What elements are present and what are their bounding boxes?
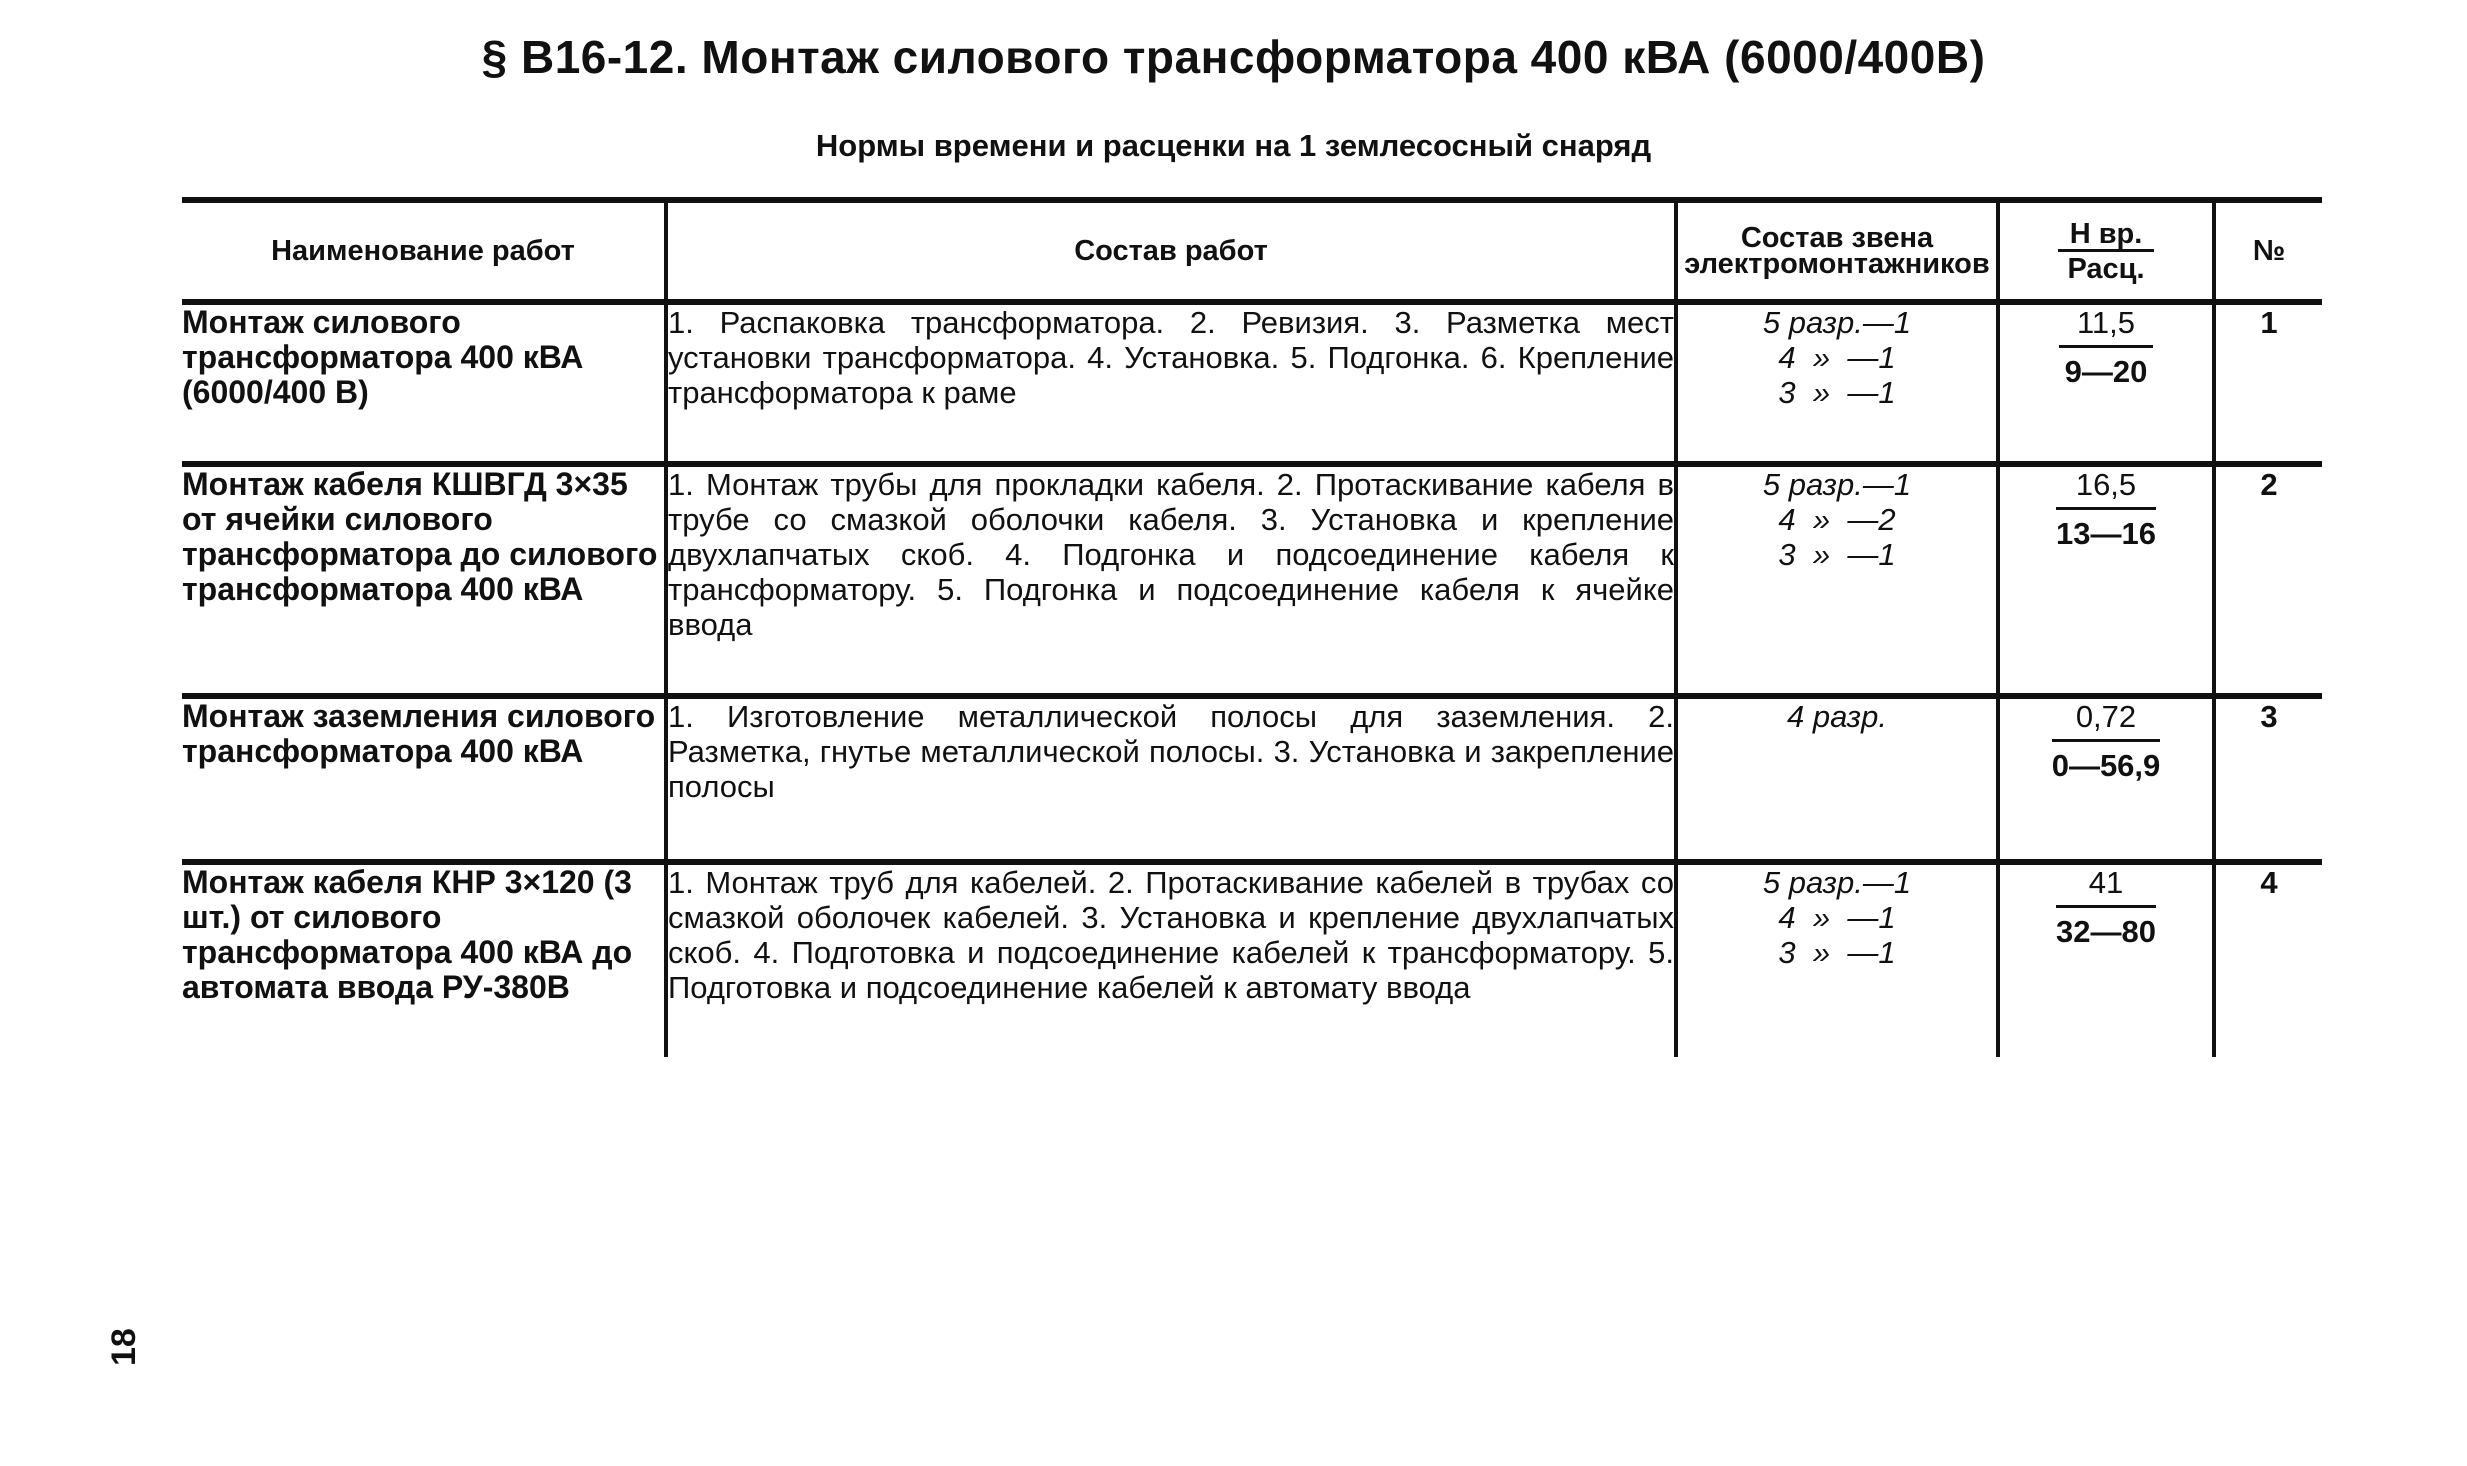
team-line: 3 » —1 <box>1778 537 1896 572</box>
team-line: 5 разр.—1 <box>1762 467 1912 502</box>
norm-fraction <box>2056 467 2156 552</box>
norm-rate: 13—16 <box>2056 516 2156 551</box>
row-work: 1. Монтаж труб для кабелей. 2. Протаскивание кабелей в трубах со смазкой оболочек кабелей. 3. Установка и крепление двухлапчатых скоб. 4. Подготовка и подсоединение кабелей к трансформатору. 5. Подготовка и подсоединение кабелей к автомату ввода <box>666 862 1676 1057</box>
row-team <box>1676 696 1998 862</box>
table-row <box>182 464 2322 696</box>
row-norm <box>1998 862 2214 1057</box>
team-line: 4 разр. <box>1787 699 1887 734</box>
row-work: 1. Монтаж трубы для прокладки кабеля. 2. Протаскивание кабеля в трубе со смазкой оболочки кабеля. 3. Установка и крепление двухлапчатых скоб. 4. Подгонка и подсоединение кабеля к трансформатору. 5. Подгонка и подсоединение кабеля к ячейке ввода <box>666 464 1676 696</box>
norm-header-fraction <box>2058 217 2155 285</box>
norm-rate: 32—80 <box>2056 914 2156 949</box>
norm-fraction <box>2056 865 2156 950</box>
page-number: 18 <box>105 1328 143 1366</box>
row-number: 1 <box>2214 302 2322 464</box>
team-line: 4 » —1 <box>1778 340 1896 375</box>
row-work: 1. Распаковка трансформатора. 2. Ревизия. 3. Разметка мест установки трансформатора. 4. Установка. 5. Подгонка. 6. Крепление трансформатора к раме <box>666 302 1676 464</box>
norm-fraction <box>2059 305 2153 390</box>
section-title: § В16-12. Монтаж силового трансформатора 400 кВА (6000/400В) <box>481 31 1986 83</box>
norm-header-top: Н вр. <box>2058 221 2155 252</box>
row-work: 1. Изготовление металлической полосы для заземления. 2. Разметка, гнутье металлической полосы. 3. Установка и закрепление полосы <box>666 696 1676 862</box>
row-team <box>1676 862 1998 1057</box>
col-header-team: Состав звена электромонтажников <box>1676 200 1998 302</box>
norm-time: 0,72 <box>2052 699 2161 742</box>
row-name: Монтаж заземления силового трансформатора 400 кВА <box>182 698 656 769</box>
col-header-work: Состав работ <box>666 200 1676 302</box>
team-line: 4 » —1 <box>1778 900 1896 935</box>
table-row <box>182 862 2322 1057</box>
norm-rate: 0—56,9 <box>2051 748 2161 783</box>
row-norm <box>1998 464 2214 696</box>
norms-table <box>182 197 2322 1057</box>
norm-fraction <box>2052 699 2161 784</box>
norm-time: 11,5 <box>2059 305 2153 348</box>
team-line: 4 » —2 <box>1778 502 1896 537</box>
col-header-name: Наименование работ <box>271 235 575 267</box>
col-header-norm <box>1998 200 2214 302</box>
norm-header-bottom: Расц. <box>2067 252 2145 285</box>
table-row <box>182 302 2322 464</box>
row-number: 4 <box>2214 862 2322 1057</box>
row-number: 2 <box>2214 464 2322 696</box>
table-row <box>182 696 2322 862</box>
norm-time: 41 <box>2056 865 2156 908</box>
table-header-row <box>182 200 2322 302</box>
row-number: 3 <box>2214 696 2322 862</box>
row-team <box>1676 302 1998 464</box>
row-name: Монтаж силового трансформатора 400 кВА (6000/400 В) <box>182 304 584 410</box>
team-line: 5 разр.—1 <box>1762 305 1912 340</box>
team-line: 5 разр.—1 <box>1762 865 1912 900</box>
team-line: 3 » —1 <box>1778 935 1896 970</box>
row-norm <box>1998 302 2214 464</box>
col-header-number: № <box>2214 200 2322 302</box>
table-subtitle: Нормы времени и расценки на 1 землесосный снаряд <box>815 128 1652 163</box>
team-line: 3 » —1 <box>1778 375 1896 410</box>
row-name: Монтаж кабеля КШВГД 3×35 от ячейки силового трансформатора до силового трансформатора 400 кВА <box>182 466 658 607</box>
norm-time: 16,5 <box>2056 467 2156 510</box>
row-norm <box>1998 696 2214 862</box>
row-name: Монтаж кабеля КНР 3×120 (3 шт.) от силового трансформатора 400 кВА до автомата ввода РУ-380В <box>182 864 633 1005</box>
row-team <box>1676 464 1998 696</box>
norm-rate: 9—20 <box>2064 354 2148 389</box>
